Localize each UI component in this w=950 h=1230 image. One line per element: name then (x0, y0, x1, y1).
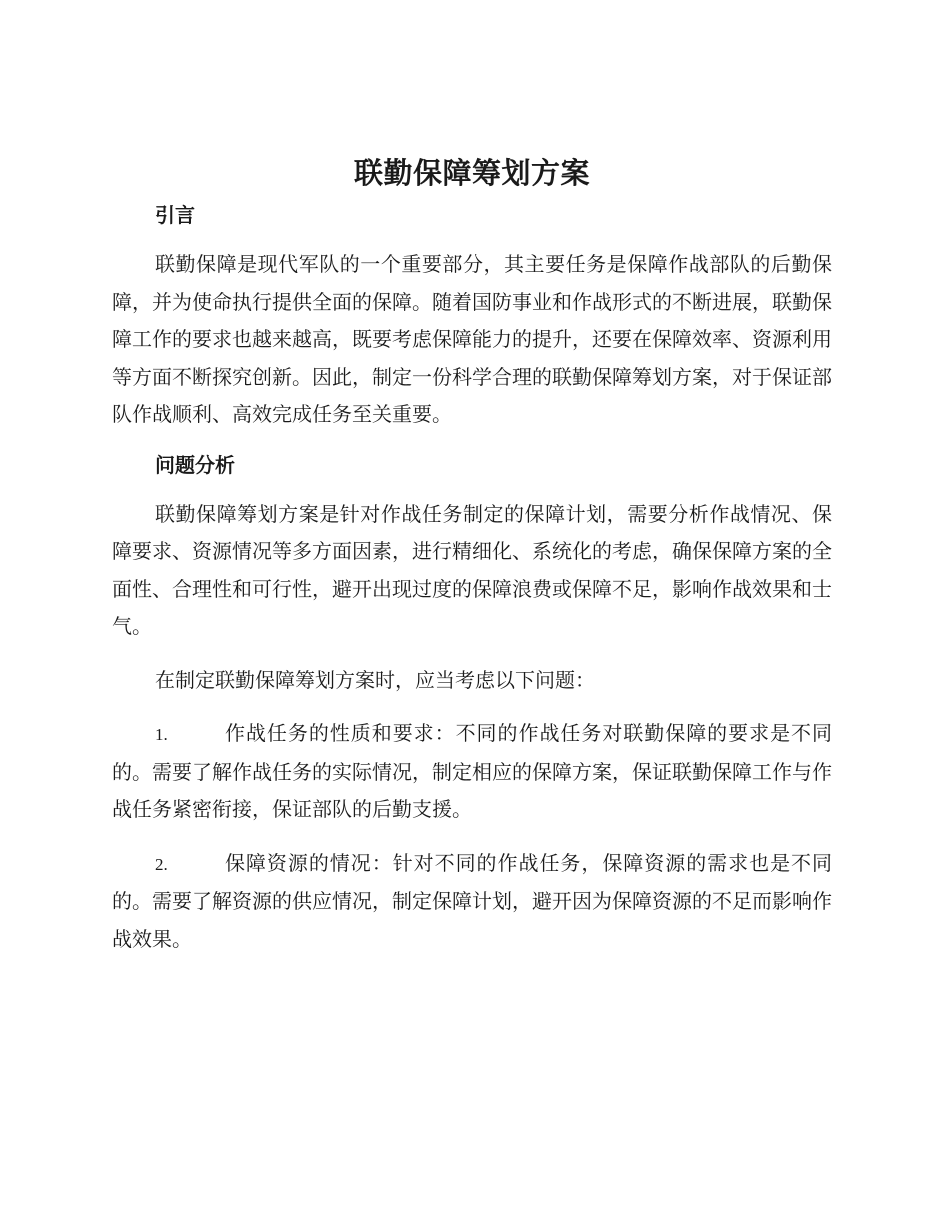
numbered-list (112, 715, 832, 958)
paragraph: 在制定联勤保障筹划方案时，应当考虑以下问题： (155, 667, 595, 692)
paragraph: 联勤保障是现代军队的一个重要部分，其主要任务是保障作战部队的后勤保障，并为使命执行提供全面的保障。随着国防事业和作战形式的不断进展，联勤保障工作的要求也越来越高，既要考虑保障能力的提升，还要在保障效率、资源利用等方面不断探究创新。因此，制定一份科学合理的联勤保障筹划方案，对于保证部队作战顺利、高效完成任务至关重要。 (112, 252, 832, 426)
list-item (112, 715, 832, 829)
list-number: 2. (155, 854, 168, 874)
document-title: 联勤保障筹划方案 (353, 156, 590, 190)
section-heading: 问题分析 (155, 452, 235, 477)
section-introduction (112, 200, 832, 434)
document-page (112, 150, 832, 974)
list-item (112, 845, 832, 959)
paragraph: 联勤保障筹划方案是针对作战任务制定的保障计划，需要分析作战情况、保障要求、资源情况等多方面因素，进行精细化、系统化的考虑，确保保障方案的全面性、合理性和可行性，避开出现过度的保障浪费或保障不足，影响作战效果和士气。 (112, 501, 832, 638)
list-number: 1. (155, 725, 168, 744)
list-item-text: 保障资源的情况：针对不同的作战任务，保障资源的需求也是不同的。需要了解资源的供应情况，制定保障计划，避开因为保障资源的不足而影响作战效果。 (112, 850, 832, 951)
list-item-text: 作战任务的性质和要求：不同的作战任务对联勤保障的要求是不同的。需要了解作战任务的实际情况，制定相应的保障方案，保证联勤保障工作与作战任务紧密衔接，保证部队的后勤支援。 (112, 721, 832, 821)
section-heading: 引言 (155, 203, 195, 227)
section-problem-analysis (112, 450, 832, 959)
